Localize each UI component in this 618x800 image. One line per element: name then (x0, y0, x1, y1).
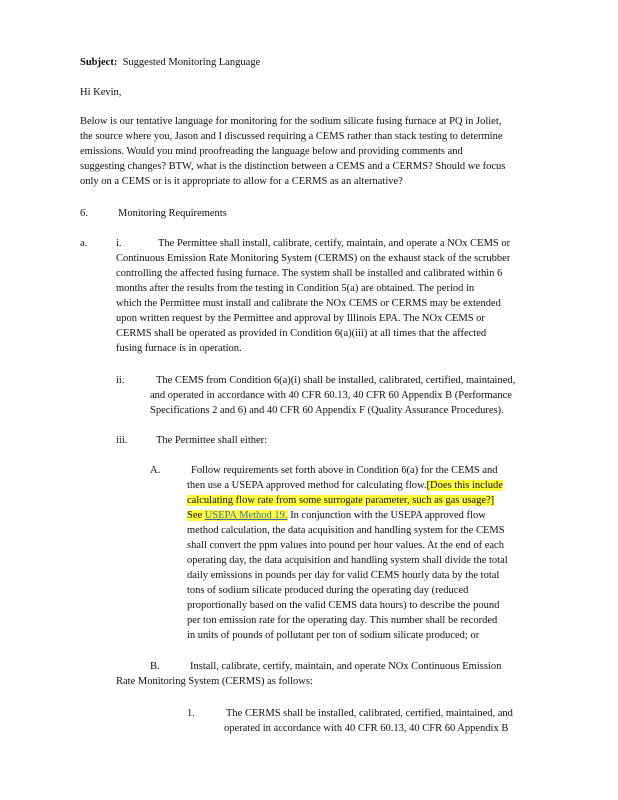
sub-iii-text: The Permittee shall either: (156, 435, 268, 446)
option-a-line: tons of sodium silicate produced during the operating day (reduced (187, 585, 469, 596)
option-a-line (187, 478, 503, 493)
sub-ii-line: Specifications 2 and 6) and 40 CFR 60 Appendix F (Quality Assurance Procedures). (150, 405, 504, 416)
option-b1-line: operated in accordance with 40 CFR 60.13, 40 CFR 60 Appendix B (224, 723, 509, 734)
sub-ii-line: and operated in accordance with 40 CFR 60.13, 40 CFR 60 Appendix B (Performance (150, 390, 512, 401)
subject-label: Subject: (80, 57, 118, 68)
intro-line: only on a CEMS or is it appropriate to allow for a CERMS as an alternative? (80, 176, 403, 187)
option-a-line: daily emissions in pounds per day for valid CEMS hourly data by the total (187, 570, 500, 581)
usepa-method-19-link[interactable]: USEPA Method 19. (204, 510, 288, 521)
sub-i-line: months after the results from the testing in Condition 5(a) are obtained. The period in (116, 283, 475, 294)
sub-i-line: upon written request by the Permittee and approval by Illinois EPA. The NOx CEMS or (116, 313, 485, 324)
option-a-line4-rest: In conjunction with the USEPA approved flow (287, 510, 486, 521)
option-a-line: in units of pounds of pollutant per ton of sodium silicate produced; or (187, 630, 480, 641)
option-a-line2-text: then use a USEPA approved method for calculating flow. (187, 480, 427, 491)
option-a-line: operating day, the data acquisition and handling system shall divide the total (187, 555, 508, 566)
section-title: Monitoring Requirements (118, 208, 227, 219)
option-a-line (187, 508, 486, 523)
item-a-label: a. (80, 238, 88, 249)
greeting: Hi Kevin, (80, 87, 122, 98)
option-b1-line: The CERMS shall be installed, calibrated, certified, maintained, and (226, 708, 513, 719)
section-number: 6. (80, 208, 88, 219)
intro-line: Below is our tentative language for monitoring for the sodium silicate fusing furnace at PQ in Joliet, (80, 116, 502, 127)
subject-line (80, 55, 260, 70)
option-a-line: proportionally based on the valid CEMS data hours) to describe the pound (187, 600, 500, 611)
see-text: See (187, 510, 205, 521)
option-a-line: shall convert the ppm values into pound per hour values. At the end of each (187, 540, 504, 551)
option-a-label: A. (150, 465, 161, 476)
option-b-line: Rate Monitoring System (CERMS) as follows: (116, 676, 313, 687)
sub-i-line: CERMS shall be operated as provided in Condition 6(a)(iii) at all times that the affected (116, 328, 487, 339)
sub-iii-number: iii. (116, 435, 128, 446)
option-a-line: per ton emission rate for the operating day. This number shall be recorded (187, 615, 498, 626)
sub-i-number: i. (116, 238, 122, 249)
highlighted-comment: [Does this include (426, 480, 503, 491)
option-b1-number: 1. (187, 708, 195, 719)
option-b-label: B. (150, 661, 160, 672)
sub-i-line: The Permittee shall install, calibrate, certify, maintain, and operate a NOx CEMS or (158, 238, 511, 249)
option-a-line: method calculation, the data acquisition and handling system for the CEMS (187, 525, 505, 536)
sub-ii-line: The CEMS from Condition 6(a)(i) shall be installed, calibrated, certified, maintained, (156, 375, 516, 386)
option-a-line: Follow requirements set forth above in Condition 6(a) for the CEMS and (191, 465, 498, 476)
subject-text: Suggested Monitoring Language (122, 57, 261, 68)
intro-line: emissions. Would you mind proofreading the language below and providing comments and (80, 146, 463, 157)
intro-line: suggesting changes? BTW, what is the distinction between a CEMS and a CERMS? Should we focus (80, 161, 506, 172)
highlighted-comment: calculating flow rate from some surrogate parameter, such as gas usage?] (187, 495, 495, 506)
sub-ii-number: ii. (116, 375, 125, 386)
sub-i-line: controlling the affected fusing furnace. The system shall be installed and calibrated within 6 (116, 268, 503, 279)
sub-i-line: fusing furnace is in operation. (116, 343, 242, 354)
highlighted-comment (187, 510, 288, 521)
option-a-line (187, 493, 494, 508)
option-b-line: Install, calibrate, certify, maintain, and operate NOx Continuous Emission (190, 661, 502, 672)
sub-i-line: which the Permittee must install and calibrate the NOx CEMS or CERMS may be extended (116, 298, 501, 309)
sub-i-line: Continuous Emission Rate Monitoring System (CERMS) on the exhaust stack of the scrubber (116, 253, 511, 264)
intro-line: the source where you, Jason and I discussed requiring a CEMS rather than stack testing to determine (80, 131, 503, 142)
